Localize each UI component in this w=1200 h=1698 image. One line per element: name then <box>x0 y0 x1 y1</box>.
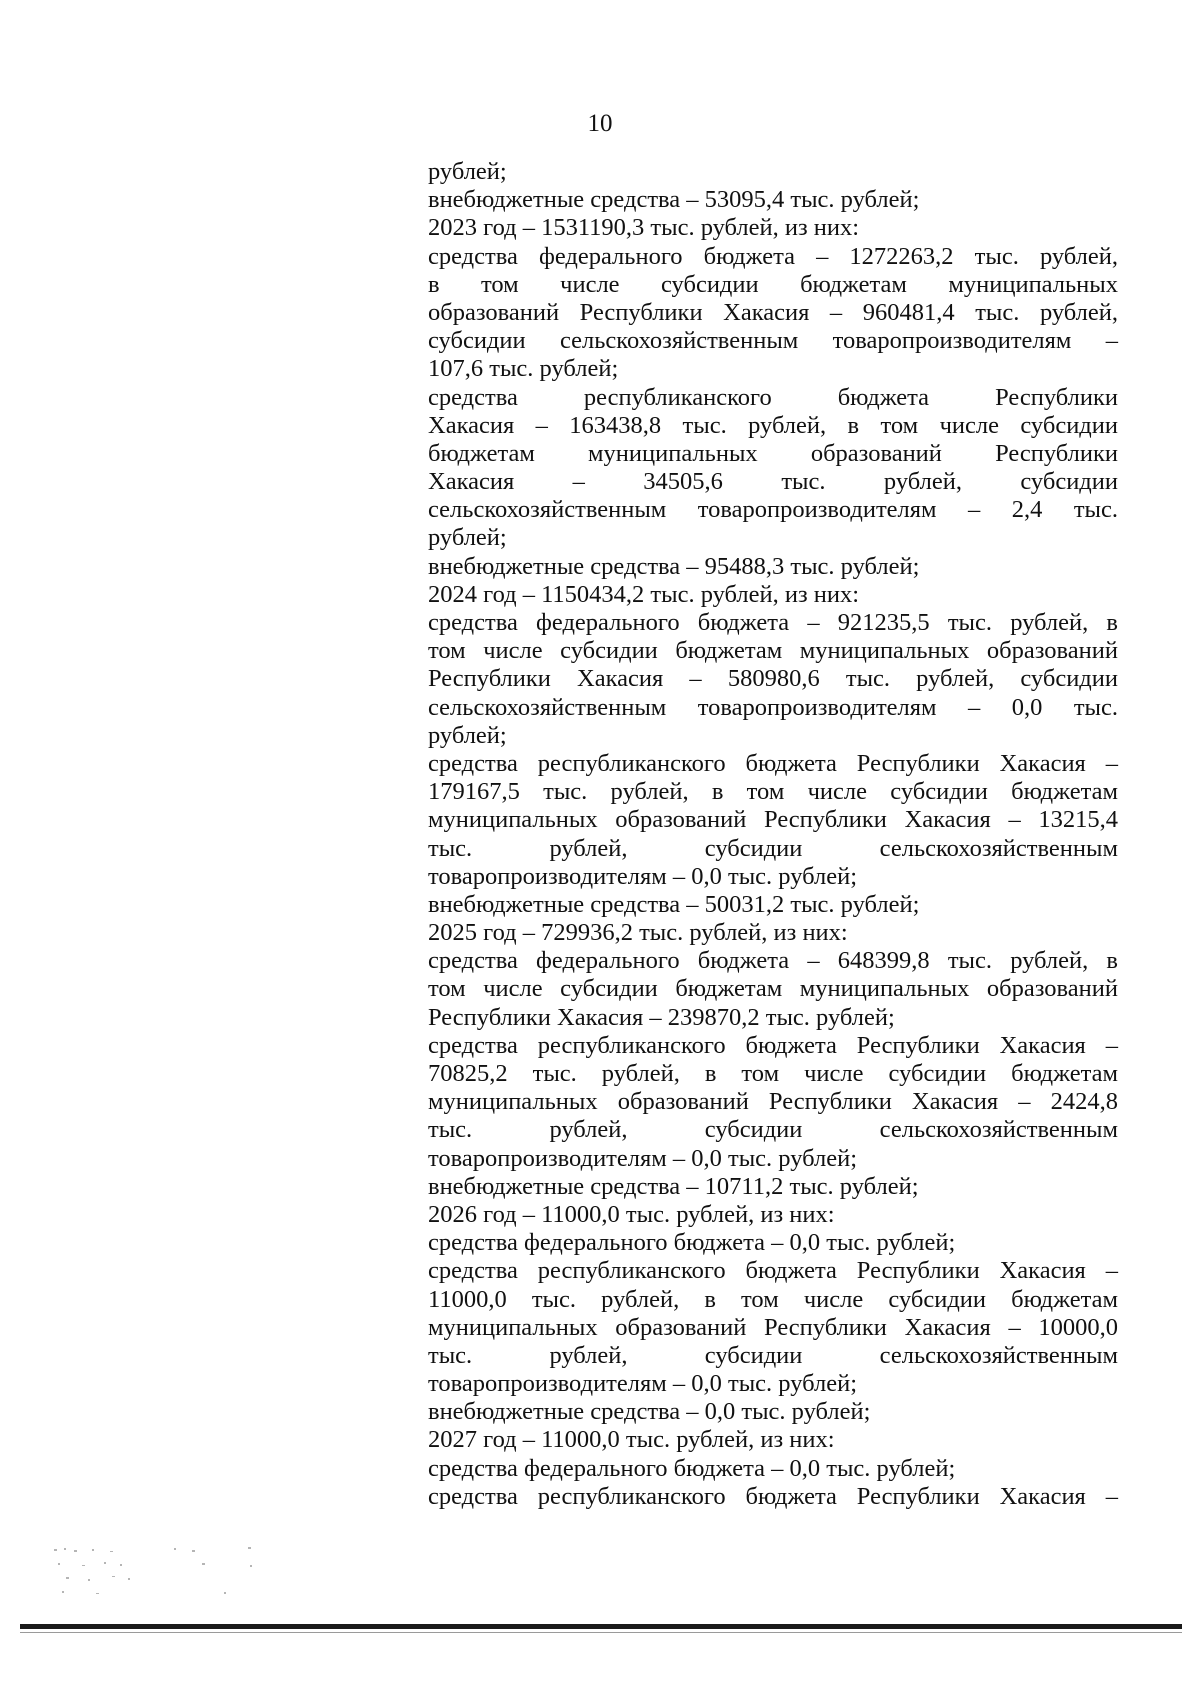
text-line: 2025 год – 729936,2 тыс. рублей, из них: <box>428 919 848 947</box>
text-line: сельскохозяйственным товаропроизводителям – 0,0 тыс. <box>428 693 1118 721</box>
text-line: тыс. рублей, субсидии сельскохозяйственным <box>428 1116 1118 1144</box>
text-line: внебюджетные средства – 53095,4 тыс. рублей; <box>428 186 920 214</box>
text-line: средства федерального бюджета – 1272263,2 тыс. рублей, <box>428 242 1118 270</box>
text-line: 11000,0 тыс. рублей, в том числе субсидии бюджетам <box>428 1285 1118 1313</box>
text-line: 179167,5 тыс. рублей, в том числе субсидии бюджетам <box>428 778 1118 806</box>
text-line: внебюджетные средства – 95488,3 тыс. рублей; <box>428 552 920 580</box>
text-line: средства республиканского бюджета Республики Хакасия – <box>428 1031 1118 1059</box>
text-line: рублей; <box>428 524 507 552</box>
text-line: бюджетам муниципальных образований Республики <box>428 439 1118 467</box>
text-line: Хакасия – 34505,6 тыс. рублей, субсидии <box>428 468 1118 496</box>
text-line: в том числе субсидии бюджетам муниципальных <box>428 270 1118 298</box>
bottom-rule <box>20 1624 1182 1629</box>
text-line: том числе субсидии бюджетам муниципальных образований <box>428 637 1118 665</box>
text-line: средства республиканского бюджета Республики Хакасия – <box>428 1257 1118 1285</box>
text-line: товаропроизводителям – 0,0 тыс. рублей; <box>428 862 858 890</box>
text-line: внебюджетные средства – 50031,2 тыс. рублей; <box>428 890 920 918</box>
text-line: Республики Хакасия – 239870,2 тыс. рублей; <box>428 1003 895 1031</box>
text-line: том числе субсидии бюджетам муниципальных образований <box>428 975 1118 1003</box>
text-line: муниципальных образований Республики Хакасия – 2424,8 <box>428 1088 1118 1116</box>
text-line: средства федерального бюджета – 0,0 тыс. рублей; <box>428 1454 956 1482</box>
bottom-rule-shadow <box>20 1632 1182 1633</box>
text-line: 70825,2 тыс. рублей, в том числе субсидии бюджетам <box>428 1060 1118 1087</box>
scan-artifact <box>52 1545 262 1605</box>
text-line: 2024 год – 1150434,2 тыс. рублей, из них: <box>428 580 860 608</box>
page-number: 10 <box>587 110 613 137</box>
text-line: средства федерального бюджета – 648399,8 тыс. рублей, в <box>428 947 1118 975</box>
text-line: сельскохозяйственным товаропроизводителям – 2,4 тыс. <box>428 496 1118 524</box>
text-line: средства республиканского бюджета Республики Хакасия – <box>428 1482 1118 1510</box>
text-line: тыс. рублей, субсидии сельскохозяйственным <box>428 1341 1118 1369</box>
text-line: 2026 год – 11000,0 тыс. рублей, из них: <box>428 1200 835 1228</box>
text-line: образований Республики Хакасия – 960481,4 тыс. рублей, <box>428 298 1118 326</box>
text-line: внебюджетные средства – 10711,2 тыс. рублей; <box>428 1172 919 1200</box>
text-line: средства республиканского бюджета Республики Хакасия – <box>428 749 1118 777</box>
text-line: 2027 год – 11000,0 тыс. рублей, из них: <box>428 1426 835 1454</box>
text-line: рублей; <box>428 721 507 749</box>
text-line: муниципальных образований Республики Хакасия – 10000,0 <box>428 1313 1118 1341</box>
text-line: тыс. рублей, субсидии сельскохозяйственным <box>428 834 1118 862</box>
text-line: 2023 год – 1531190,3 тыс. рублей, из них: <box>428 214 860 242</box>
text-line: рублей; <box>428 158 507 185</box>
text-line: товаропроизводителям – 0,0 тыс. рублей; <box>428 1370 858 1398</box>
text-line: Республики Хакасия – 580980,6 тыс. рублей, субсидии <box>428 665 1118 693</box>
text-line: внебюджетные средства – 0,0 тыс. рублей; <box>428 1398 871 1426</box>
text-line: средства федерального бюджета – 921235,5 тыс. рублей, в <box>428 609 1118 636</box>
text-line: средства республиканского бюджета Республики <box>428 383 1118 411</box>
text-line: Хакасия – 163438,8 тыс. рублей, в том числе субсидии <box>428 411 1118 439</box>
text-line: средства федерального бюджета – 0,0 тыс. рублей; <box>428 1229 956 1257</box>
text-line: субсидии сельскохозяйственным товаропроизводителям – <box>428 327 1118 355</box>
document-text <box>428 158 1118 1511</box>
text-line: 107,6 тыс. рублей; <box>428 355 619 383</box>
text-line: товаропроизводителям – 0,0 тыс. рублей; <box>428 1144 858 1172</box>
text-line: муниципальных образований Республики Хакасия – 13215,4 <box>428 806 1118 834</box>
